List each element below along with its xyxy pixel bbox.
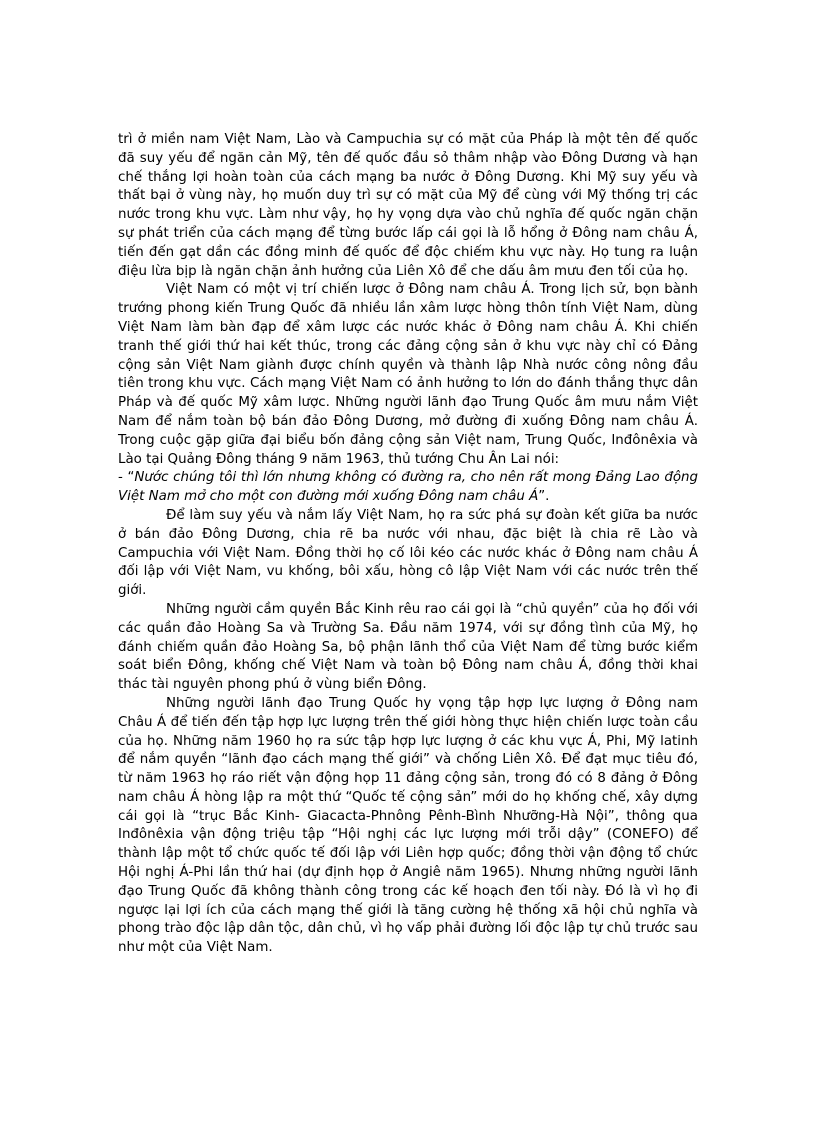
document-page [118, 131, 698, 958]
quote-suffix: ”. [538, 489, 550, 505]
quote-text: Nước chúng tôi thì lớn nhưng không có đường ra, cho nên rất mong Đảng Lao động Việt Nam mở cho một con đường mới xuống Đông nam châu Á [118, 470, 698, 505]
paragraph-paracel-islands: Những người cầm quyền Bắc Kinh rêu rao cái gọi là “chủ quyền” của họ đối với các quần đảo Hoàng Sa và Trường Sa. Đầu năm 1974, với sự đồng tình của Mỹ, họ đánh chiếm quần đảo Hoàng Sa, bộ phận lãnh thổ của Việt Nam để từng bước kiểm soát biển Đông, khống chế Việt Nam và toàn bộ Đông nam châu Á, đồng thời khai thác tài nguyên phong phú ở vùng biển Đông. [118, 601, 698, 693]
quote-block [118, 469, 698, 507]
paragraph-global-strategy: Những người lãnh đạo Trung Quốc hy vọng tập hợp lực lượng ở Đông nam Châu Á để tiến đến tập hợp lực lượng trên thế giới hòng thực hiện chiến lược toàn cầu của họ. Những năm 1960 họ ra sức tập hợp lực lượng ở các khu vực Á, Phi, Mỹ latinh để nắm quyền “lãnh đạo cách mạng thế giới” và chống Liên Xô. Để đạt mục tiêu đó, từ năm 1963 họ ráo riết vận động họp 11 đảng cộng sản, trong đó có 8 đảng ở Đông nam châu Á hòng lập ra một thứ “Quốc tế cộng sản” mới do họ khống chế, xây dựng cái gọi là “trục Bắc Kinh- Giacacta-Phnông Pênh-Bình Nhưỡng-Hà Nội”, thông qua Inđônêxia vận động triệu tập “Hội nghị các lực lượng mới trỗi dậy” (CONEFO) để thành lập một tổ chức quốc tế đối lập với Liên hợp quốc; đồng thời vận động tổ chức Hội nghị Á-Phi lần thứ hai (dự định họp ở Angiê năm 1965). Nhưng những người lãnh đạo Trung Quốc đã không thành công trong các kế hoạch đen tối này. Đó là vì họ đi ngược lại lợi ích của cách mạng thế giới là tăng cường hệ thống xã hội chủ nghĩa và phong trào độc lập dân tộc, dân chủ, vì họ vấp phải đường lối độc lập tự chủ trước sau như một của Việt Nam. [118, 695, 698, 956]
quote-prefix: - “ [118, 470, 135, 486]
paragraph-continuation: trì ở miền nam Việt Nam, Lào và Campuchia sự có mặt của Pháp là một tên đế quốc đã suy yếu để ngăn cản Mỹ, tên đế quốc đầu sỏ thâm nhập vào Đông Dương và hạn chế thắng lợi hoàn toàn của cách mạng ba nước ở Đông Dương. Khi Mỹ suy yếu và thất bại ở vùng này, họ muốn duy trì sự có mặt của Mỹ để cùng với Mỹ thống trị các nước trong khu vực. Làm như vậy, họ hy vọng dựa vào chủ nghĩa đế quốc ngăn chặn sự phát triển của cách mạng để từng bước lấp cái gọi là lỗ hổng ở Đông nam châu Á, tiến đến gạt dần các đồng minh đế quốc để độc chiếm khu vực này. Họ tung ra luận điệu lừa bịp là ngăn chặn ảnh hưởng của Liên Xô để che dấu âm mưu đen tối của họ. [118, 132, 698, 279]
paragraph-divide-indochina: Để làm suy yếu và nắm lấy Việt Nam, họ ra sức phá sự đoàn kết giữa ba nước ở bán đảo Đông Dương, chia rẽ ba nước với nhau, đặc biệt là chia rẽ Lào và Campuchia với Việt Nam. Đồng thời họ cố lôi kéo các nước khác ở Đông nam châu Á đối lập với Việt Nam, vu khống, bôi xấu, hòng cô lập Việt Nam với các nước trên thế giới. [118, 507, 698, 599]
paragraph-strategic-position: Việt Nam có một vị trí chiến lược ở Đông nam châu Á. Trong lịch sử, bọn bành trướng phong kiến Trung Quốc đã nhiều lần xâm lược hòng thôn tính Việt Nam, dùng Việt Nam làm bàn đạp để xâm lược các nước khác ở Đông nam châu Á. Khi chiến tranh thế giới thứ hai kết thúc, trong các đảng cộng sản ở khu vực này chỉ có Đảng cộng sản Việt Nam giành được chính quyền và thành lập Nhà nước công nông đầu tiên trong khu vực. Cách mạng Việt Nam có ảnh hưởng to lớn do đánh thắng thực dân Pháp và đế quốc Mỹ xâm lược. Những người lãnh đạo Trung Quốc âm mưu nắm Việt Nam để nắm toàn bộ bán đảo Đông Dương, mở đường đi xuống Đông nam châu Á. Trong cuộc gặp giữa đại biểu bốn đảng cộng sản Việt nam, Trung Quốc, Inđônêxia và Lào tại Quảng Đông tháng 9 năm 1963, thủ tướng Chu Ân Lai nói: [118, 282, 698, 467]
